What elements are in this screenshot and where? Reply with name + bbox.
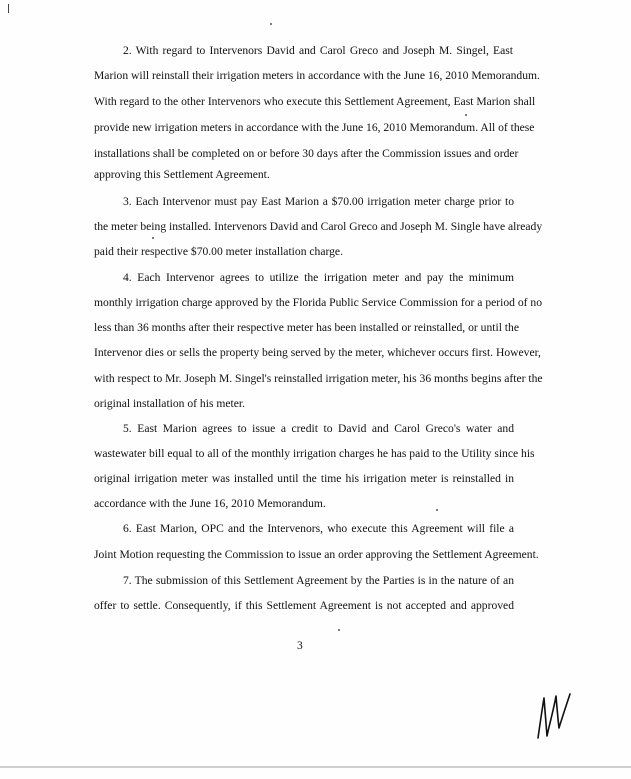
scan-speck [465,114,467,116]
paragraph-2-line-4: provide new irrigation meters in accordance with the June 16, 2010 Memorandum. All of these [94,121,535,134]
scan-speck [338,629,340,631]
scan-speck [436,509,438,511]
paragraph-6-line-1: 6. East Marion, OPC and the Intervenors, who execute this Agreement will file a [123,522,514,535]
scan-bottom-edge [0,766,631,768]
paragraph-3-line-2: the meter being installed. Intervenors David and Carol Greco and Joseph M. Single have already [94,220,543,233]
paragraph-3-line-3: paid their respective $70.00 meter installation charge. [94,245,343,258]
paragraph-5-line-2: wastewater bill equal to all of the monthly irrigation charges he has paid to the Utility since his [94,447,535,460]
paragraph-4-line-6: original installation of his meter. [94,397,246,410]
paragraph-4-line-5: with respect to Mr. Joseph M. Singel's reinstalled irrigation meter, his 36 months begins after the [94,372,543,385]
paragraph-7-line-2: offer to settle. Consequently, if this Settlement Agreement is not accepted and approved [94,599,514,612]
paragraph-4-line-3: less than 36 months after their respective meter has been installed or reinstalled, or until the [94,321,519,334]
paragraph-3-line-1: 3. Each Intervenor must pay East Marion a $70.00 irrigation meter charge prior to [123,195,514,208]
paragraph-4-line-2: monthly irrigation charge approved by the Florida Public Service Commission for a period of no [94,296,542,309]
paragraph-2-line-3: With regard to the other Intervenors who execute this Settlement Agreement, East Marion shall [94,95,536,108]
paragraph-2-line-6: approving this Settlement Agreement. [94,168,270,181]
scan-speck [152,237,154,239]
paragraph-2-line-1: 2. With regard to Intervenors David and Carol Greco and Joseph M. Singel, East [123,44,513,57]
paragraph-4-line-1: 4. Each Intervenor agrees to utilize the irrigation meter and pay the minimum [123,271,514,284]
scan-edge-mark [8,4,9,13]
paragraph-2-line-2: Marion will reinstall their irrigation meters in accordance with the June 16, 2010 Memorandum. [94,69,540,82]
page-number: 3 [297,640,303,652]
paragraph-5-line-1: 5. East Marion agrees to issue a credit to David and Carol Greco's water and [123,422,514,435]
paragraph-5-line-4: accordance with the June 16, 2010 Memorandum. [94,497,326,510]
paragraph-2-line-5: installations shall be completed on or before 30 days after the Commission issues and order [94,147,519,160]
handwritten-initials [532,680,576,740]
paragraph-5-line-3: original irrigation meter was installed until the time his irrigation meter is reinstalled in [94,472,514,485]
scan-speck [270,23,272,25]
paragraph-4-line-4: Intervenor dies or sells the property being served by the meter, whichever occurs first. However, [94,346,541,359]
paragraph-7-line-1: 7. The submission of this Settlement Agreement by the Parties is in the nature of an [123,574,514,587]
paragraph-6-line-2: Joint Motion requesting the Commission to issue an order approving the Settlement Agreement. [94,548,539,561]
